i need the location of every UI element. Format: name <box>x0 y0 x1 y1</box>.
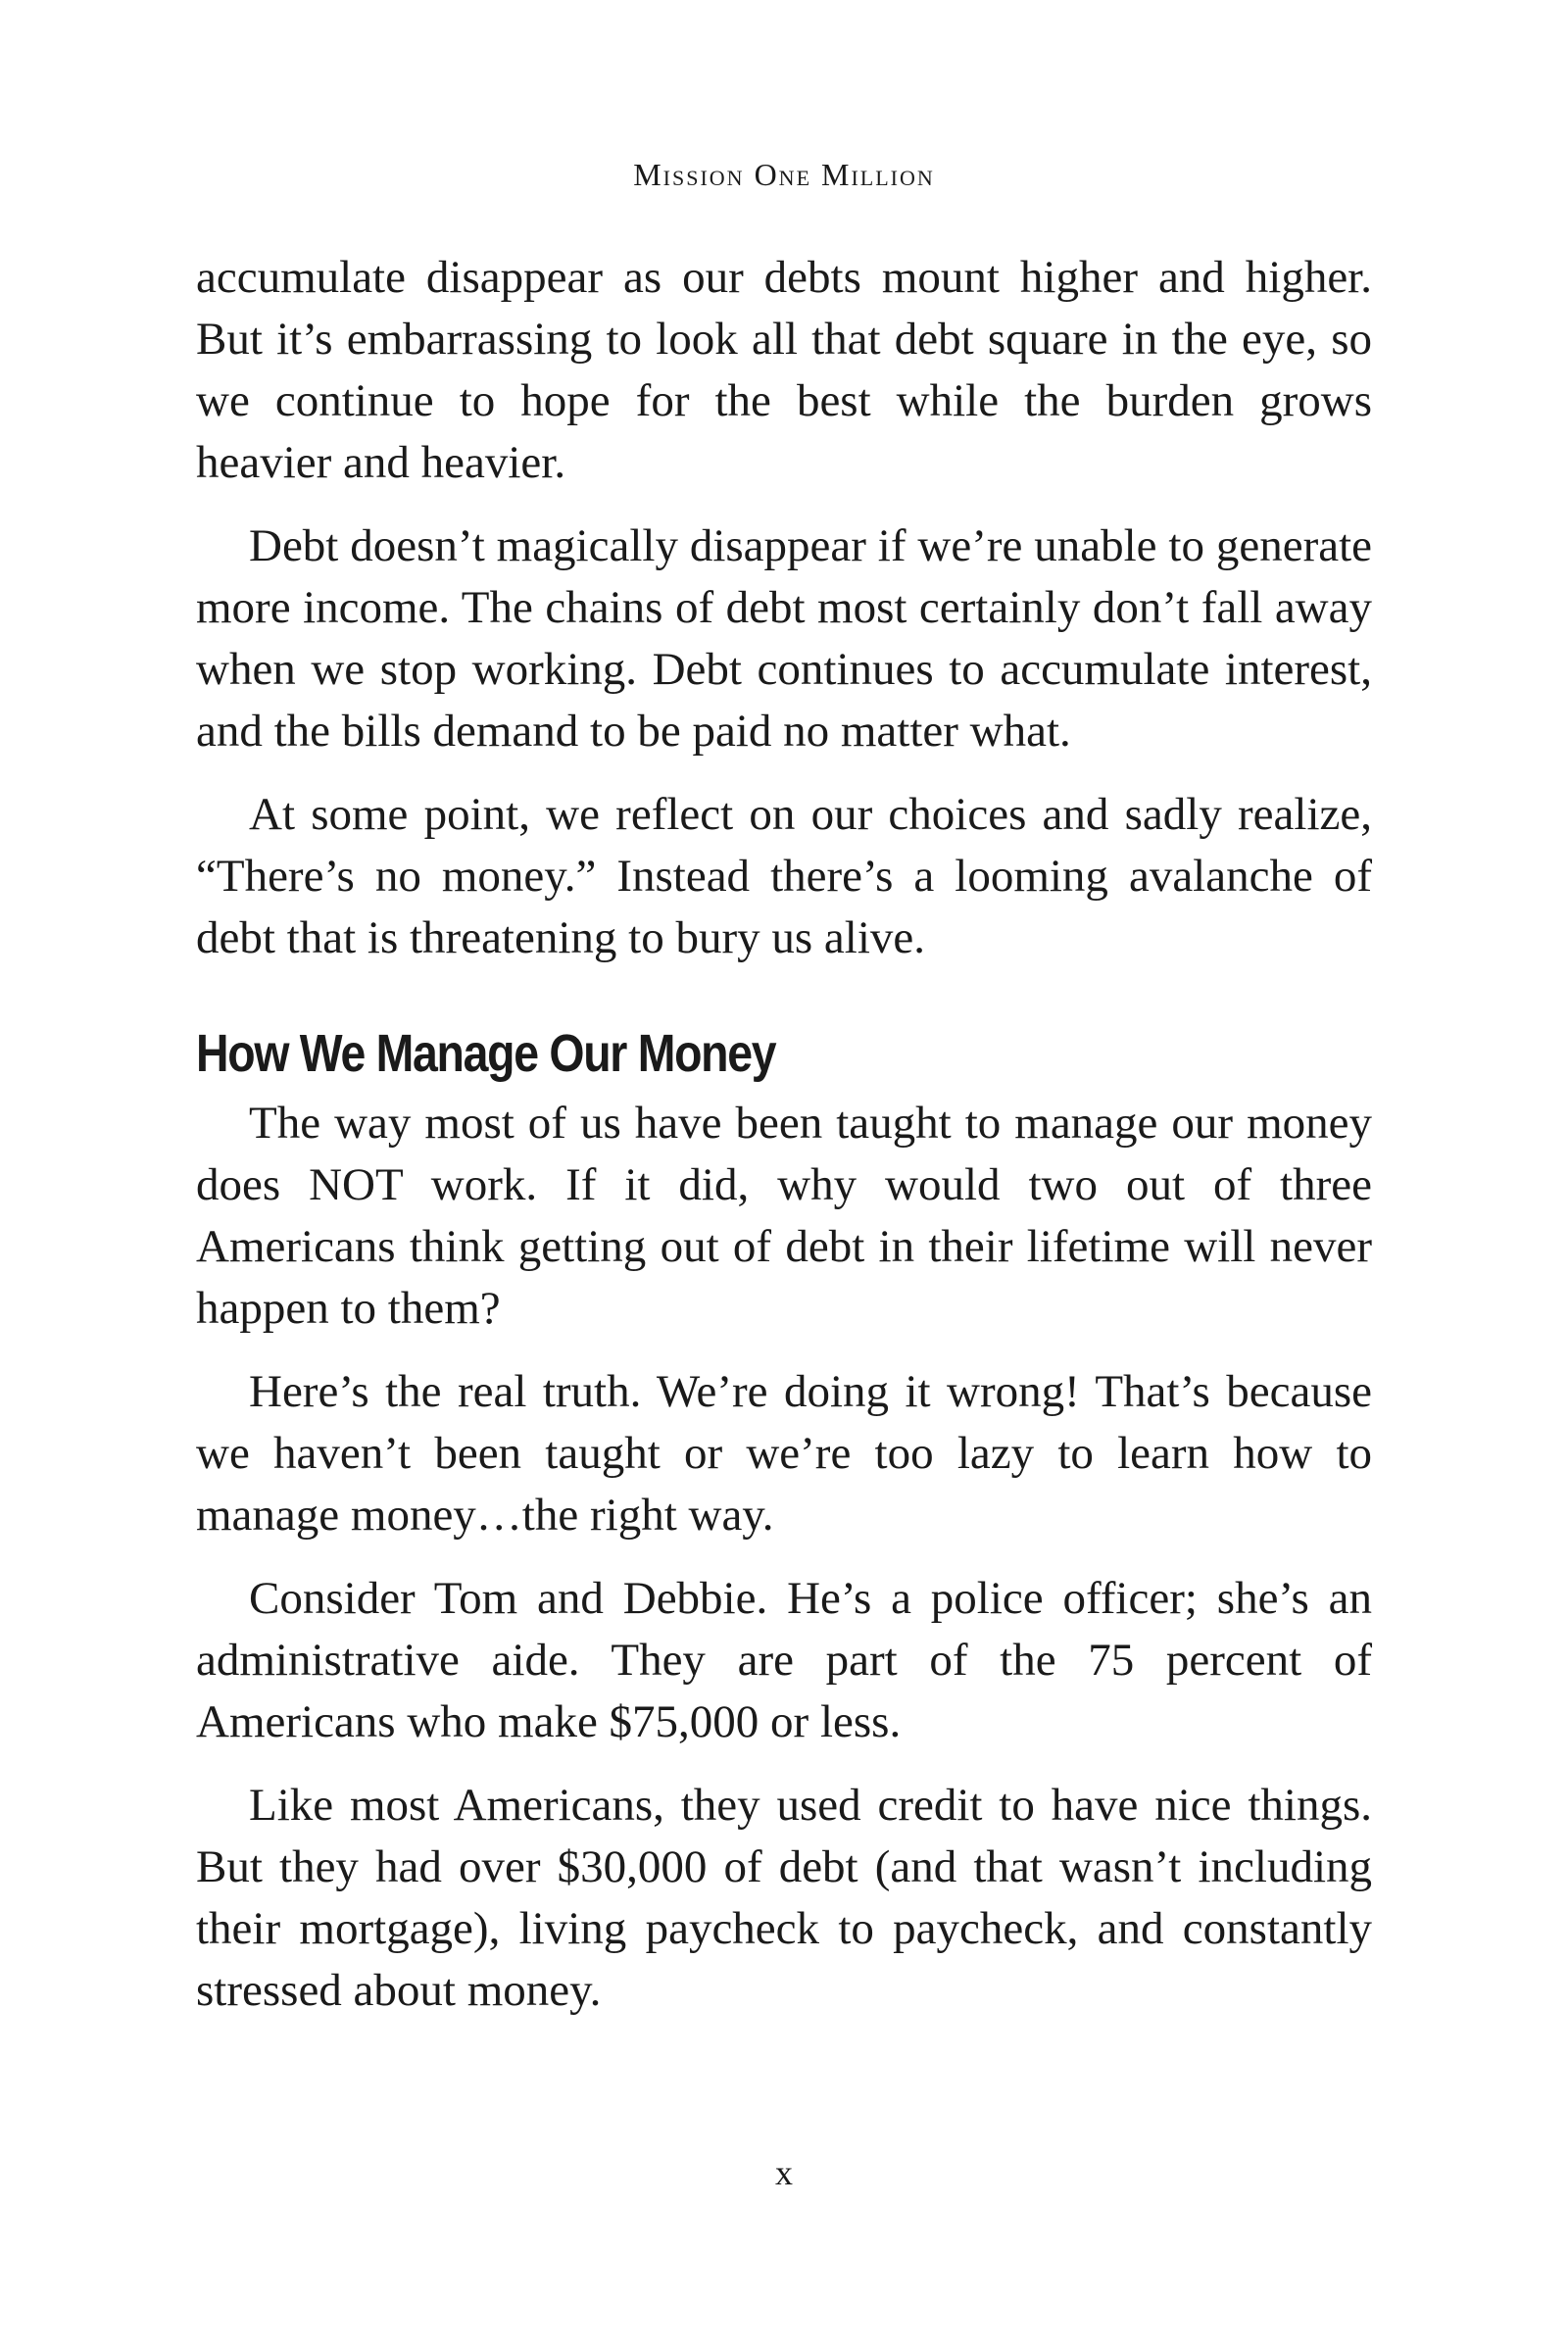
running-head: Mission One Million <box>633 157 935 192</box>
paragraph-continuation: accumulate disappear as our debts mount higher and higher. But it’s embarrassing to look all that debt square in the eye, so we continue to hope for the best while the burden grows heavier and heavier. <box>196 252 1372 488</box>
paragraph: Here’s the real truth. We’re doing it wrong! That’s because we haven’t been taught or we’re too lazy to learn how to manage money…the right way. <box>196 1366 1372 1541</box>
paragraph: Debt doesn’t magically disappear if we’re unable to generate more income. The chains of debt most certainly don’t fall away when we stop working. Debt continues to accumulate interest, and the bills demand to be paid no matter what. <box>196 520 1372 757</box>
section-heading: How We Manage Our Money <box>196 1024 776 1083</box>
paragraph: The way most of us have been taught to manage our money does NOT work. If it did, why would two out of three Americans think getting out of debt in their lifetime will never happen to them? <box>196 1098 1372 1334</box>
paragraph: Consider Tom and Debbie. He’s a police officer; she’s an administrative aide. They are part of the 75 percent of Americans who make $75,000 or less. <box>196 1573 1372 1747</box>
paragraph: Like most Americans, they used credit to have nice things. But they had over $30,000 of debt (and that wasn’t including their mortgage), living paycheck to paycheck, and constantly stressed about money. <box>196 1780 1372 2016</box>
paragraph: At some point, we reflect on our choices and sadly realize, “There’s no money.” Instead there’s a looming avalanche of debt that is threatening to bury us alive. <box>196 789 1372 963</box>
page-number: x <box>775 2153 793 2192</box>
body-text <box>196 247 1372 2043</box>
